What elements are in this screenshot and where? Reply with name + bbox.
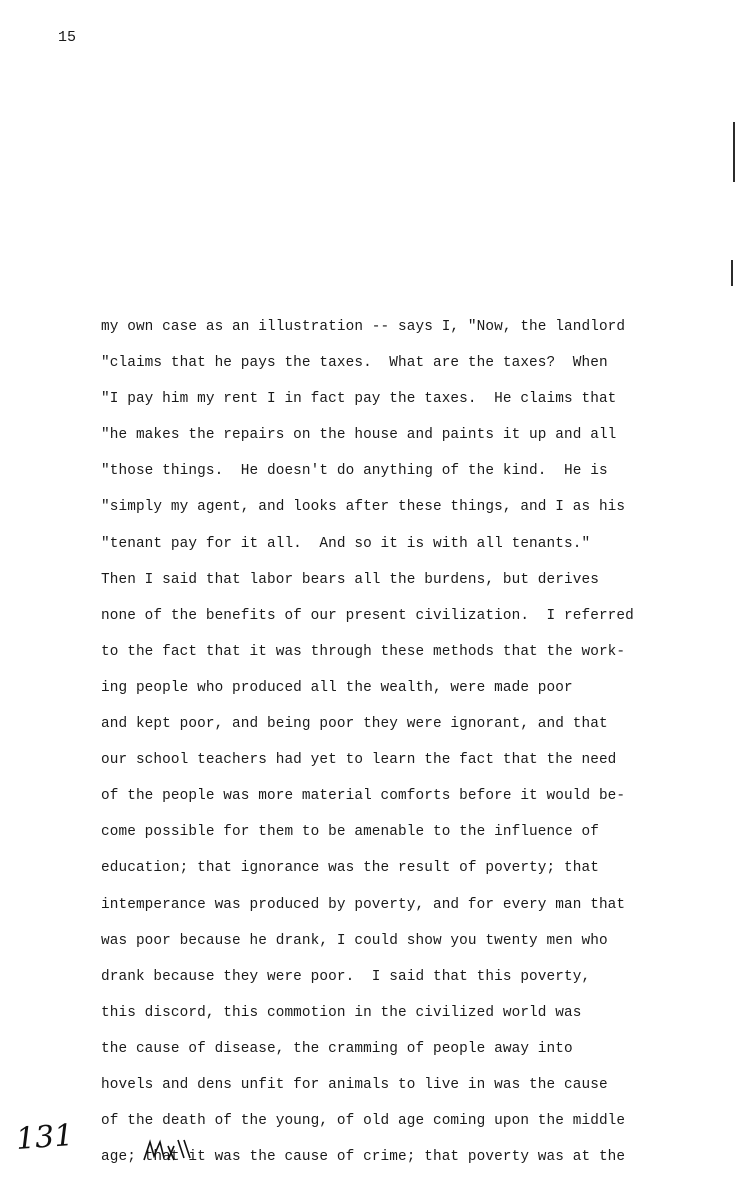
text-line: "simply my agent, and looks after these things, and I as his	[101, 499, 626, 516]
text-line: was poor because he drank, I could show you twenty men who	[101, 932, 608, 949]
text-line: "those things. He doesn't do anything of the kind. He is	[101, 463, 608, 480]
text-line: our school teachers had yet to learn the fact that the need	[101, 752, 617, 769]
page-number: 15	[58, 29, 77, 46]
text-line: this discord, this commotion in the civilized world was	[101, 1004, 582, 1021]
text-line: come possible for them to be amenable to the influence of	[101, 824, 599, 841]
text-line: drank because they were poor. I said that this poverty,	[101, 968, 591, 985]
text-line: none of the benefits of our present civilization. I referred	[101, 607, 634, 624]
text-line: education; that ignorance was the result of poverty; that	[101, 860, 599, 877]
text-line: and kept poor, and being poor they were ignorant, and that	[101, 716, 608, 733]
text-line: to the fact that it was through these methods that the work-	[101, 643, 626, 660]
text-line: "he makes the repairs on the house and paints it up and all	[101, 427, 617, 444]
margin-line	[733, 122, 735, 182]
text-line: "tenant pay for it all. And so it is with all tenants."	[101, 535, 591, 552]
text-line: ing people who produced all the wealth, were made poor	[101, 679, 573, 696]
text-line: intemperance was produced by poverty, and for every man that	[101, 896, 626, 913]
text-line: "I pay him my rent I in fact pay the taxes. He claims that	[101, 391, 617, 408]
margin-line-short	[731, 260, 733, 286]
typed-text-body	[101, 317, 731, 1183]
text-line: age; that it was the cause of crime; that poverty was at the	[101, 1149, 626, 1166]
text-line: hovels and dens unfit for animals to live in was the cause	[101, 1076, 608, 1093]
handwritten-margin-note: 131	[14, 1118, 75, 1157]
text-line: of the death of the young, of old age coming upon the middle	[101, 1113, 626, 1130]
text-line: my own case as an illustration -- says I, "Now, the landlord	[101, 319, 626, 335]
text-line: of the people was more material comforts before it would be-	[101, 788, 626, 805]
text-line: Then I said that labor bears all the burdens, but derives	[101, 571, 599, 588]
text-line: the cause of disease, the cramming of people away into	[101, 1040, 573, 1057]
text-line: "claims that he pays the taxes. What are the taxes? When	[101, 355, 608, 372]
